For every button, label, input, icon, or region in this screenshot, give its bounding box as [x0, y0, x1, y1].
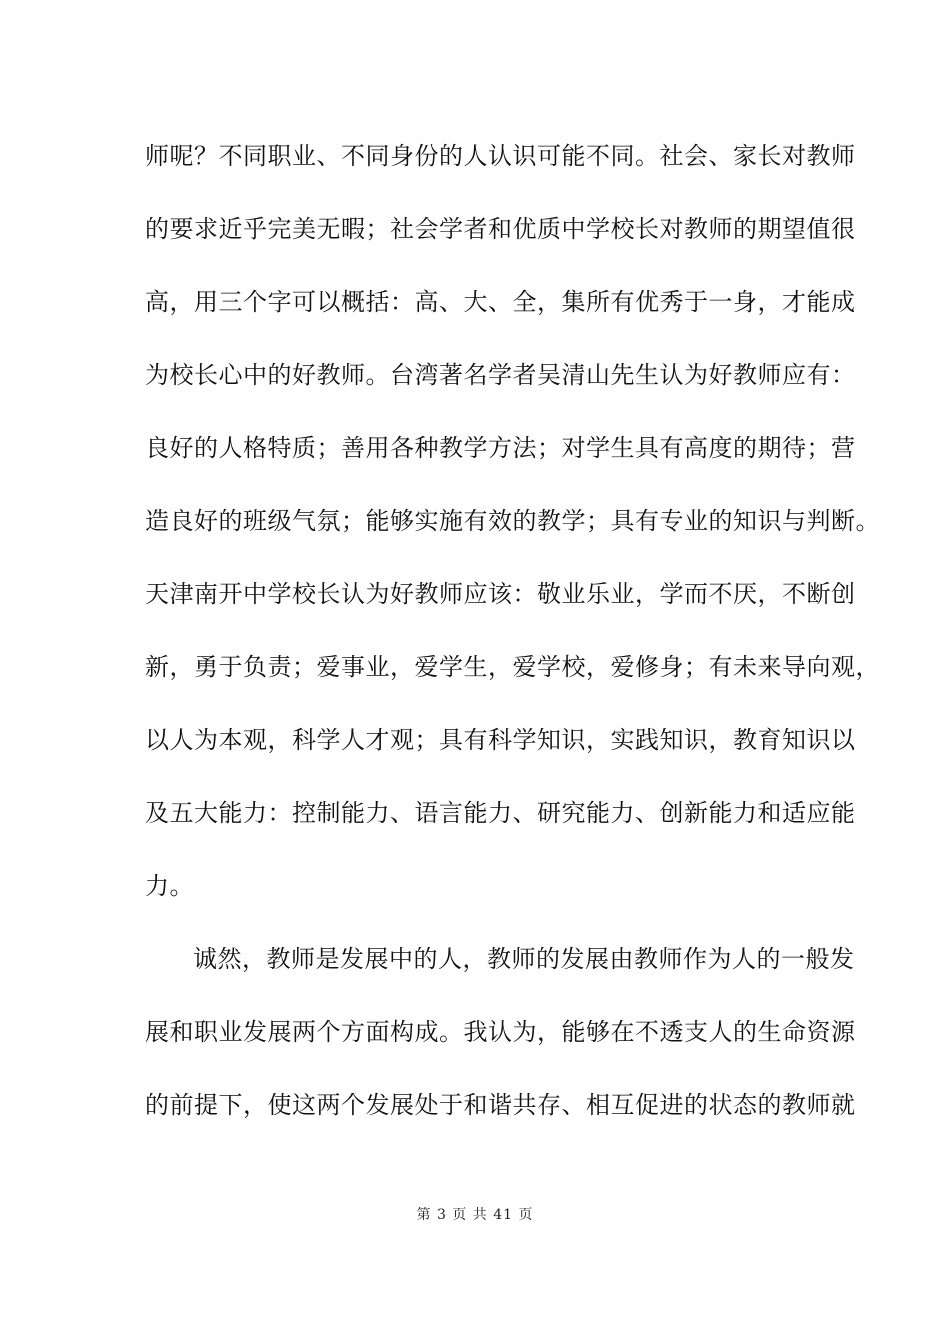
- text-line: 良好的人格特质；善用各种教学方法；对学生具有高度的期待；营: [145, 434, 856, 462]
- text-line: 以人为本观，科学人才观；具有科学知识，实践知识，教育知识以: [145, 726, 856, 754]
- text-line: 天津南开中学校长认为好教师应该：敬业乐业，学而不厌，不断创: [145, 580, 856, 608]
- text-line: 新，勇于负责；爱事业，爱学生，爱学校，爱修身；有未来导向观，: [145, 653, 880, 681]
- text-line: 师呢？不同职业、不同身份的人认识可能不同。社会、家长对教师: [145, 142, 856, 170]
- text-line: 的前提下，使这两个发展处于和谐共存、相互促进的状态的教师就: [145, 1091, 856, 1119]
- text-line: 展和职业发展两个方面构成。我认为，能够在不透支人的生命资源: [145, 1018, 856, 1046]
- text-line: 及五大能力：控制能力、语言能力、研究能力、创新能力和适应能: [145, 799, 856, 827]
- text-line: 的要求近乎完美无暇；社会学者和优质中学校长对教师的期望值很: [145, 215, 856, 243]
- page-number-footer: 第 3 页 共 41 页: [416, 1207, 534, 1223]
- text-line: 造良好的班级气氛；能够实施有效的教学；具有专业的知识与判断。: [145, 507, 880, 535]
- text-line: 为校长心中的好教师。台湾著名学者吴清山先生认为好教师应有：: [145, 361, 856, 389]
- paragraph-first-line: 诚然，教师是发展中的人，教师的发展由教师作为人的一般发: [193, 945, 855, 973]
- text-line: 高，用三个字可以概括：高、大、全，集所有优秀于一身，才能成: [145, 288, 856, 316]
- text-line: 力。: [145, 872, 194, 900]
